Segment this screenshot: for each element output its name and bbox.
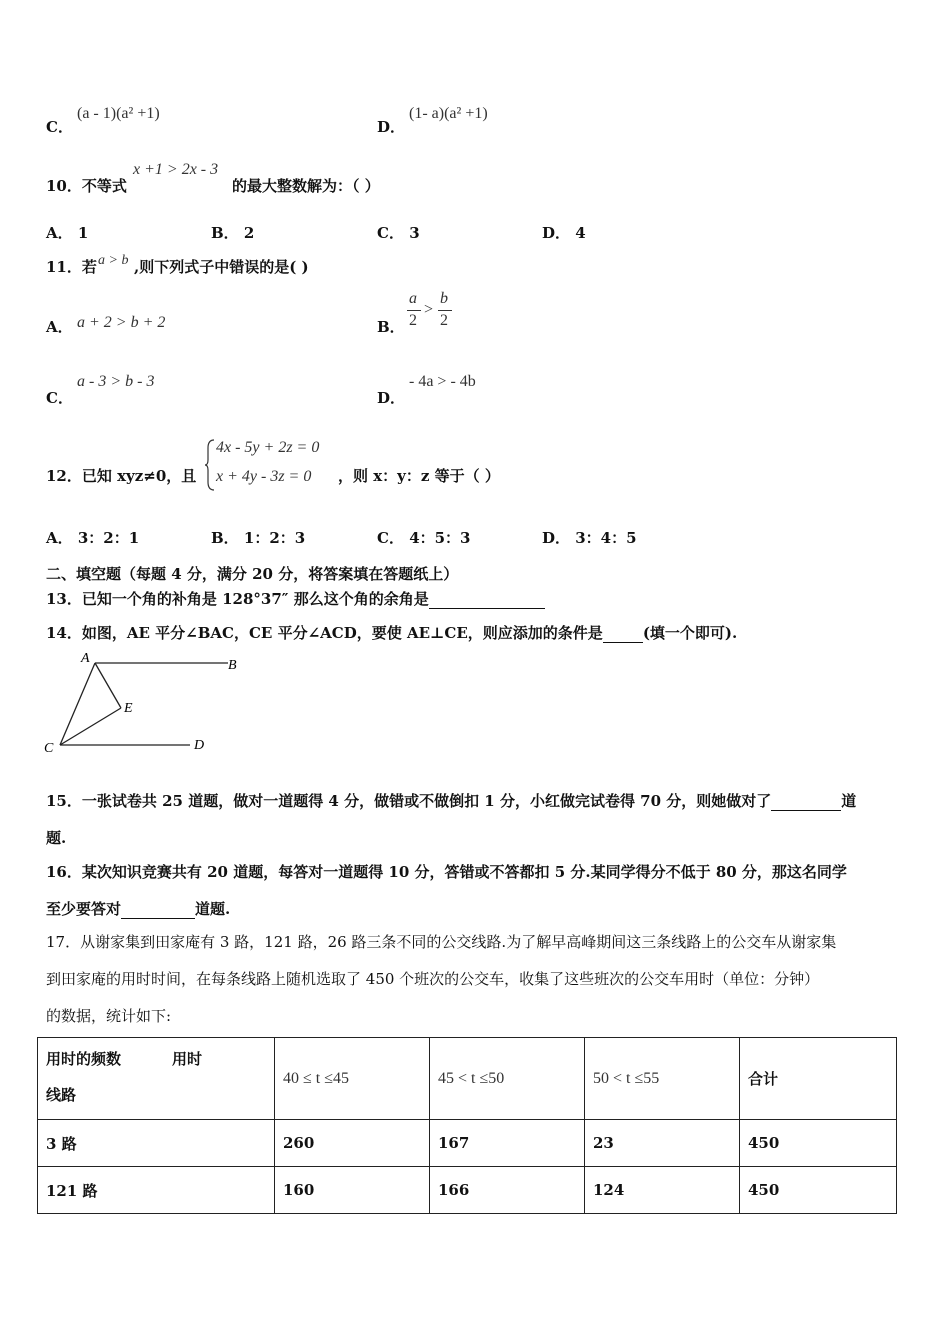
q12-option-c: C． 4：5：3 [377,529,471,547]
q10-option-a: A． 1 [46,224,89,242]
q15-line-2: 题. [46,829,67,847]
q11-condition: a > b [98,253,129,268]
table-cell: 260 [275,1120,430,1167]
q12-option-b: B． 1：2：3 [211,529,306,547]
table-cell-route: 3 路 [38,1120,275,1167]
q11-option-d-label: D． [377,389,406,407]
q17-line-3: 的数据，统计如下: [46,1007,172,1025]
brace-icon [204,438,216,492]
line-ce [60,708,121,745]
q10-option-d: D． 4 [542,224,586,242]
table-cell: 124 [585,1167,740,1214]
table-header-col-1: 40 ≤ t ≤45 [275,1038,430,1120]
point-c-label: C [44,741,54,756]
table-header-col-3: 50 < t ≤55 [585,1038,740,1120]
section-2-title: 二、填空题（每题 4 分，满分 20 分，将答案填在答题纸上） [46,565,459,583]
q14-figure [40,648,250,756]
q10-option-b: B． 2 [211,224,255,242]
point-a-label: A [81,651,90,666]
answer-blank [771,796,841,811]
line-ac [60,663,95,745]
q10-prefix: 10．不等式 [46,177,127,195]
q17-line-2: 到田家庵的用时时间，在每条线路上随机选取了 450 个班次的公交车，收集了这些班次的公交车用时（单位：分钟） [46,970,820,988]
table-cell: 166 [430,1167,585,1214]
q9-option-d-label: D． [377,118,406,136]
q15-line-1: 15．一张试卷共 25 道题，做对一道题得 4 分，做错或不做倒扣 1 分，小红做完试卷得 70 分，则她做对了 道 [46,792,857,810]
q14-text: 14．如图，AE 平分∠BAC，CE 平分∠ACD，要使 AE⊥CE，则应添加的条件是 (填一个即可). [46,624,738,642]
point-d-label: D [194,738,205,753]
fraction-bar [438,310,452,311]
table-cell: 167 [430,1120,585,1167]
q12-equation-2: x + 4y - 3z = 0 [216,468,312,485]
fraction-a-denominator: 2 [409,312,417,329]
q11-option-b-fraction [407,290,457,334]
q11-option-b-label: B． [377,318,405,336]
header-frequency-label: 用时的频数 [46,1050,122,1068]
q17-data-table [37,1037,897,1214]
fraction-b-denominator: 2 [440,312,448,329]
q9-option-c-label: C． [46,118,73,136]
greater-than-sign: > [424,301,434,318]
table-header-col-total: 合计 [740,1038,897,1120]
line-ae [95,663,121,708]
q10-suffix: 的最大整数解为：（ ） [232,177,380,195]
q11-option-a-label: A． [46,318,73,336]
q16-line-1: 16．某次知识竞赛共有 20 道题，每答对一道题得 10 分，答错或不答都扣 5 分.某同学得分不低于 80 分，那这名同学 [46,863,847,881]
header-time-label: 用时 [172,1050,203,1068]
fraction-b-numerator: b [440,290,448,307]
q12-equation-1: 4x - 5y + 2z = 0 [216,439,320,456]
q12-prefix: 12．已知 xyz≠0，且 [46,467,197,485]
point-e-label: E [124,701,133,716]
point-b-label: B [228,658,237,673]
q10-option-c: C． 3 [377,224,420,242]
q17-line-1: 17．从谢家集到田家庵有 3 路，121 路，26 路三条不同的公交线路.为了解早高峰期间这三条线路上的公交车从谢家集 [46,933,837,951]
q9-option-d-expr: (1- a)(a² +1) [409,105,488,122]
q11-prefix: 11．若 [46,258,97,276]
table-cell: 450 [740,1167,897,1214]
q11-option-a-expr: a + 2 > b + 2 [77,314,166,331]
q11-option-c-expr: a - 3 > b - 3 [77,373,155,390]
q9-option-c-expr: (a - 1)(a² +1) [77,105,160,122]
fraction-a-numerator: a [409,290,417,307]
q11-option-c-label: C． [46,389,73,407]
answer-blank [603,628,643,643]
table-cell: 450 [740,1120,897,1167]
q11-option-d-expr: - 4a > - 4b [409,373,476,390]
q11-suffix: ,则下列式子中错误的是( ) [134,258,309,276]
table-row [38,1120,897,1167]
answer-blank [429,594,545,609]
q12-equation-system [204,438,344,492]
table-cell-route: 121 路 [38,1167,275,1214]
table-cell: 23 [585,1120,740,1167]
fraction-bar [407,310,421,311]
header-route-label: 线路 [46,1086,77,1104]
q16-line-2: 至少要答对 道题. [46,900,231,918]
q13-text: 13．已知一个角的补角是 128°37″ 那么这个角的余角是 [46,588,545,609]
q12-suffix: ，则 x：y：z 等于（ ） [338,467,500,485]
q10-expr: x +1 > 2x - 3 [133,161,219,178]
table-row [38,1167,897,1214]
table-header-corner [38,1038,275,1120]
q12-option-d: D． 3：4：5 [542,529,637,547]
q12-option-a: A． 3：2：1 [46,529,140,547]
answer-blank [121,904,195,919]
table-header-row [38,1038,897,1120]
table-cell: 160 [275,1167,430,1214]
table-header-col-2: 45 < t ≤50 [430,1038,585,1120]
